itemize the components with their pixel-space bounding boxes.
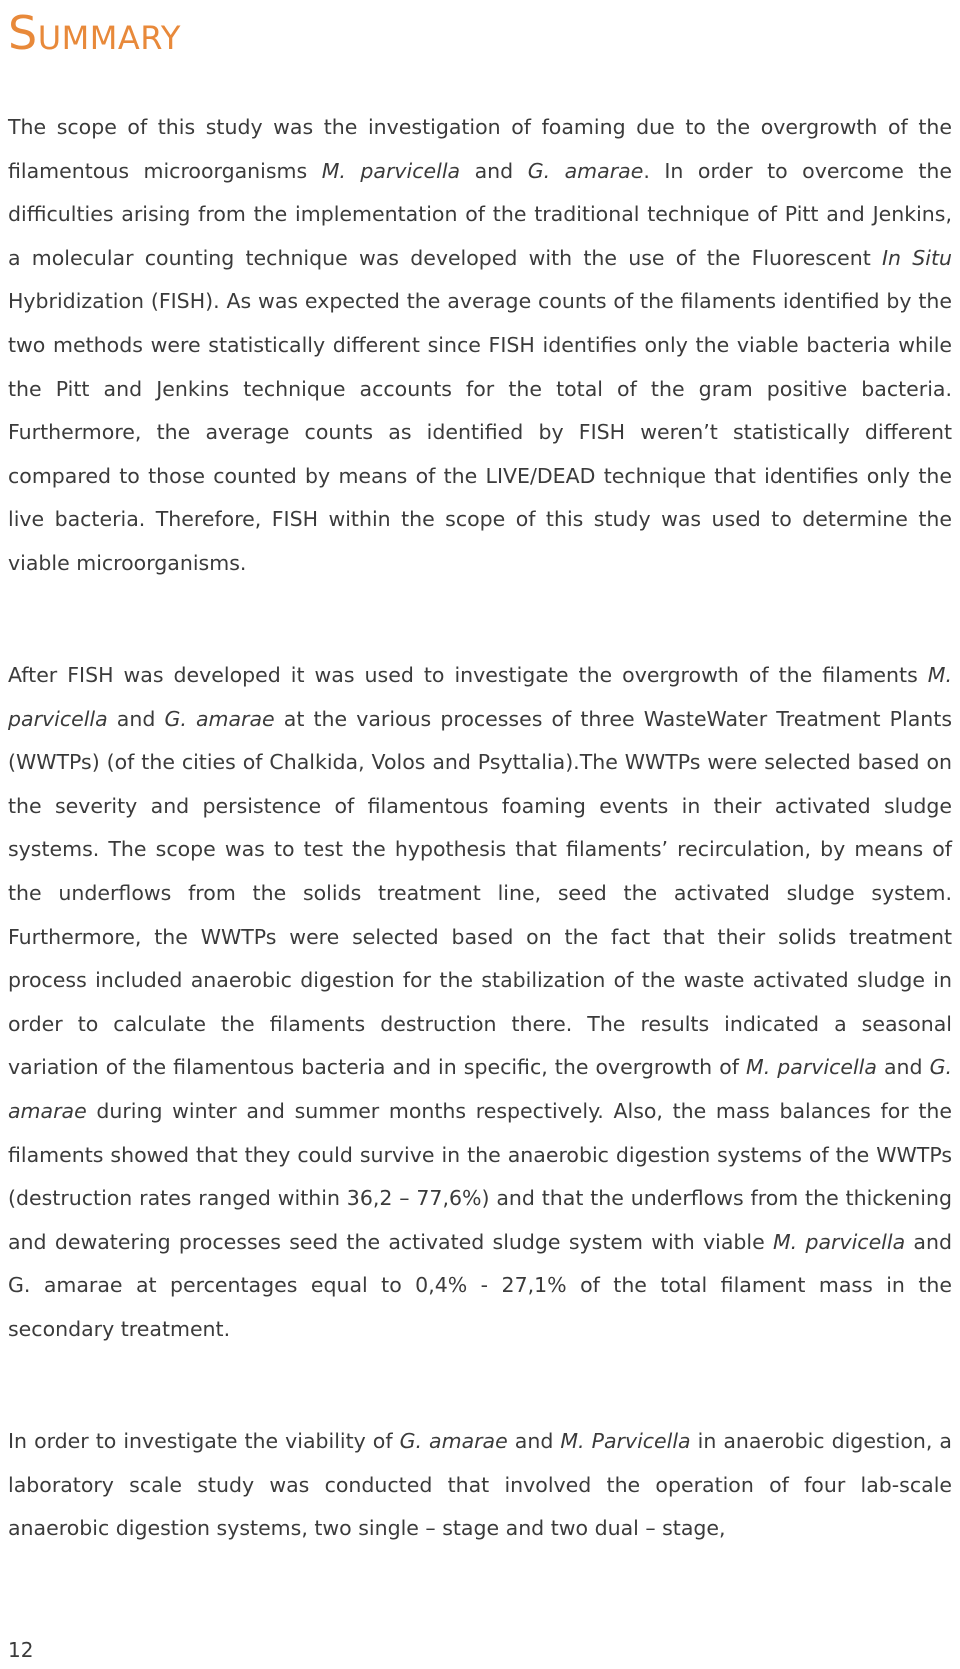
species-name: M. parvicella xyxy=(321,158,461,183)
species-name: G. amarae xyxy=(399,1429,508,1453)
text-run: . In order to overcome the difficulties arising from the implementation of the traditional technique of Pitt and Jenkins, a molecular counting technique was developed with the use of the Fluorescent xyxy=(8,158,953,270)
text-run: and xyxy=(107,706,165,731)
paragraph-scope xyxy=(8,106,952,586)
species-name: M. parvicella xyxy=(746,1055,877,1080)
paragraph-viability xyxy=(8,1420,952,1551)
species-name: M. Parvicella xyxy=(560,1429,691,1453)
text-run: Hybridization (FISH). As was expected the average counts of the filaments identified by the two methods were statistically different since FISH identifies only the viable bacteria while the Pitt and Jenkins technique accounts for the total of the gram positive bacteria. Furthermore, the average counts as identified by FISH weren’t statistically different compared to those counted by means of the LIVE/DEAD technique that identifies only the live bacteria. Therefore, FISH within the scope of this study was used to determine the viable microorganisms. xyxy=(8,289,952,575)
text-run: and xyxy=(460,158,528,183)
section-heading: Summary xyxy=(8,6,181,60)
text-run: during winter and summer months respectively. Also, the mass balances for the filaments showed that they could survive in the anaerobic digestion systems of the WWTPs (destruction rates ranged within 36,2 – 77,6%) and that the underflows from the thickening and dewatering processes seed the activated sludge system with viable xyxy=(8,1098,952,1254)
text-run: and xyxy=(876,1055,930,1080)
paragraph-wwtp-investigation xyxy=(8,654,952,1352)
species-name: G. amarae xyxy=(527,158,644,183)
text-run: The scope of this study was the investigation of foaming due to the overgrowth of the filamentous microorganisms xyxy=(8,115,952,183)
species-name: In Situ xyxy=(882,245,952,270)
text-run: at the various processes of three WasteWater Treatment Plants (WWTPs) (of the cities of Chalkida, Volos and Psyttalia).The WWTPs were selected based on the severity and persistence of filamentous foaming events in their activated sludge systems. The scope was to test the hypothesis that filaments’ recirculation, by means of the underflows from the solids treatment line, seed the activated sludge system. Furthermore, the WWTPs were selected based on the fact that their solids treatment process included anaerobic digestion for the stabilization of the waste activated sludge in order to calculate the filaments destruction there. The results indicated a seasonal variation of the filamentous bacteria and in specific, the overgrowth of xyxy=(8,706,952,1080)
text-run: and xyxy=(507,1429,561,1453)
text-run: in anaerobic digestion, a laboratory scale study was conducted that involved the operation of four lab-scale anaerobic digestion systems, two single – stage and two dual – stage, xyxy=(8,1429,952,1541)
text-run: and G. amarae at percentages equal to 0,4% - 27,1% of the total filament mass in the secondary treatment. xyxy=(8,1229,952,1341)
species-name: M. parvicella xyxy=(772,1229,906,1254)
page-number: 12 xyxy=(8,1638,34,1662)
text-run: In order to investigate the viability of xyxy=(8,1429,400,1453)
species-name: G. amarae xyxy=(8,1055,952,1123)
species-name: G. amarae xyxy=(164,706,275,731)
text-run: After FISH was developed it was used to investigate the overgrowth of the filaments xyxy=(8,663,928,687)
species-name: M. parvicella xyxy=(8,663,952,731)
